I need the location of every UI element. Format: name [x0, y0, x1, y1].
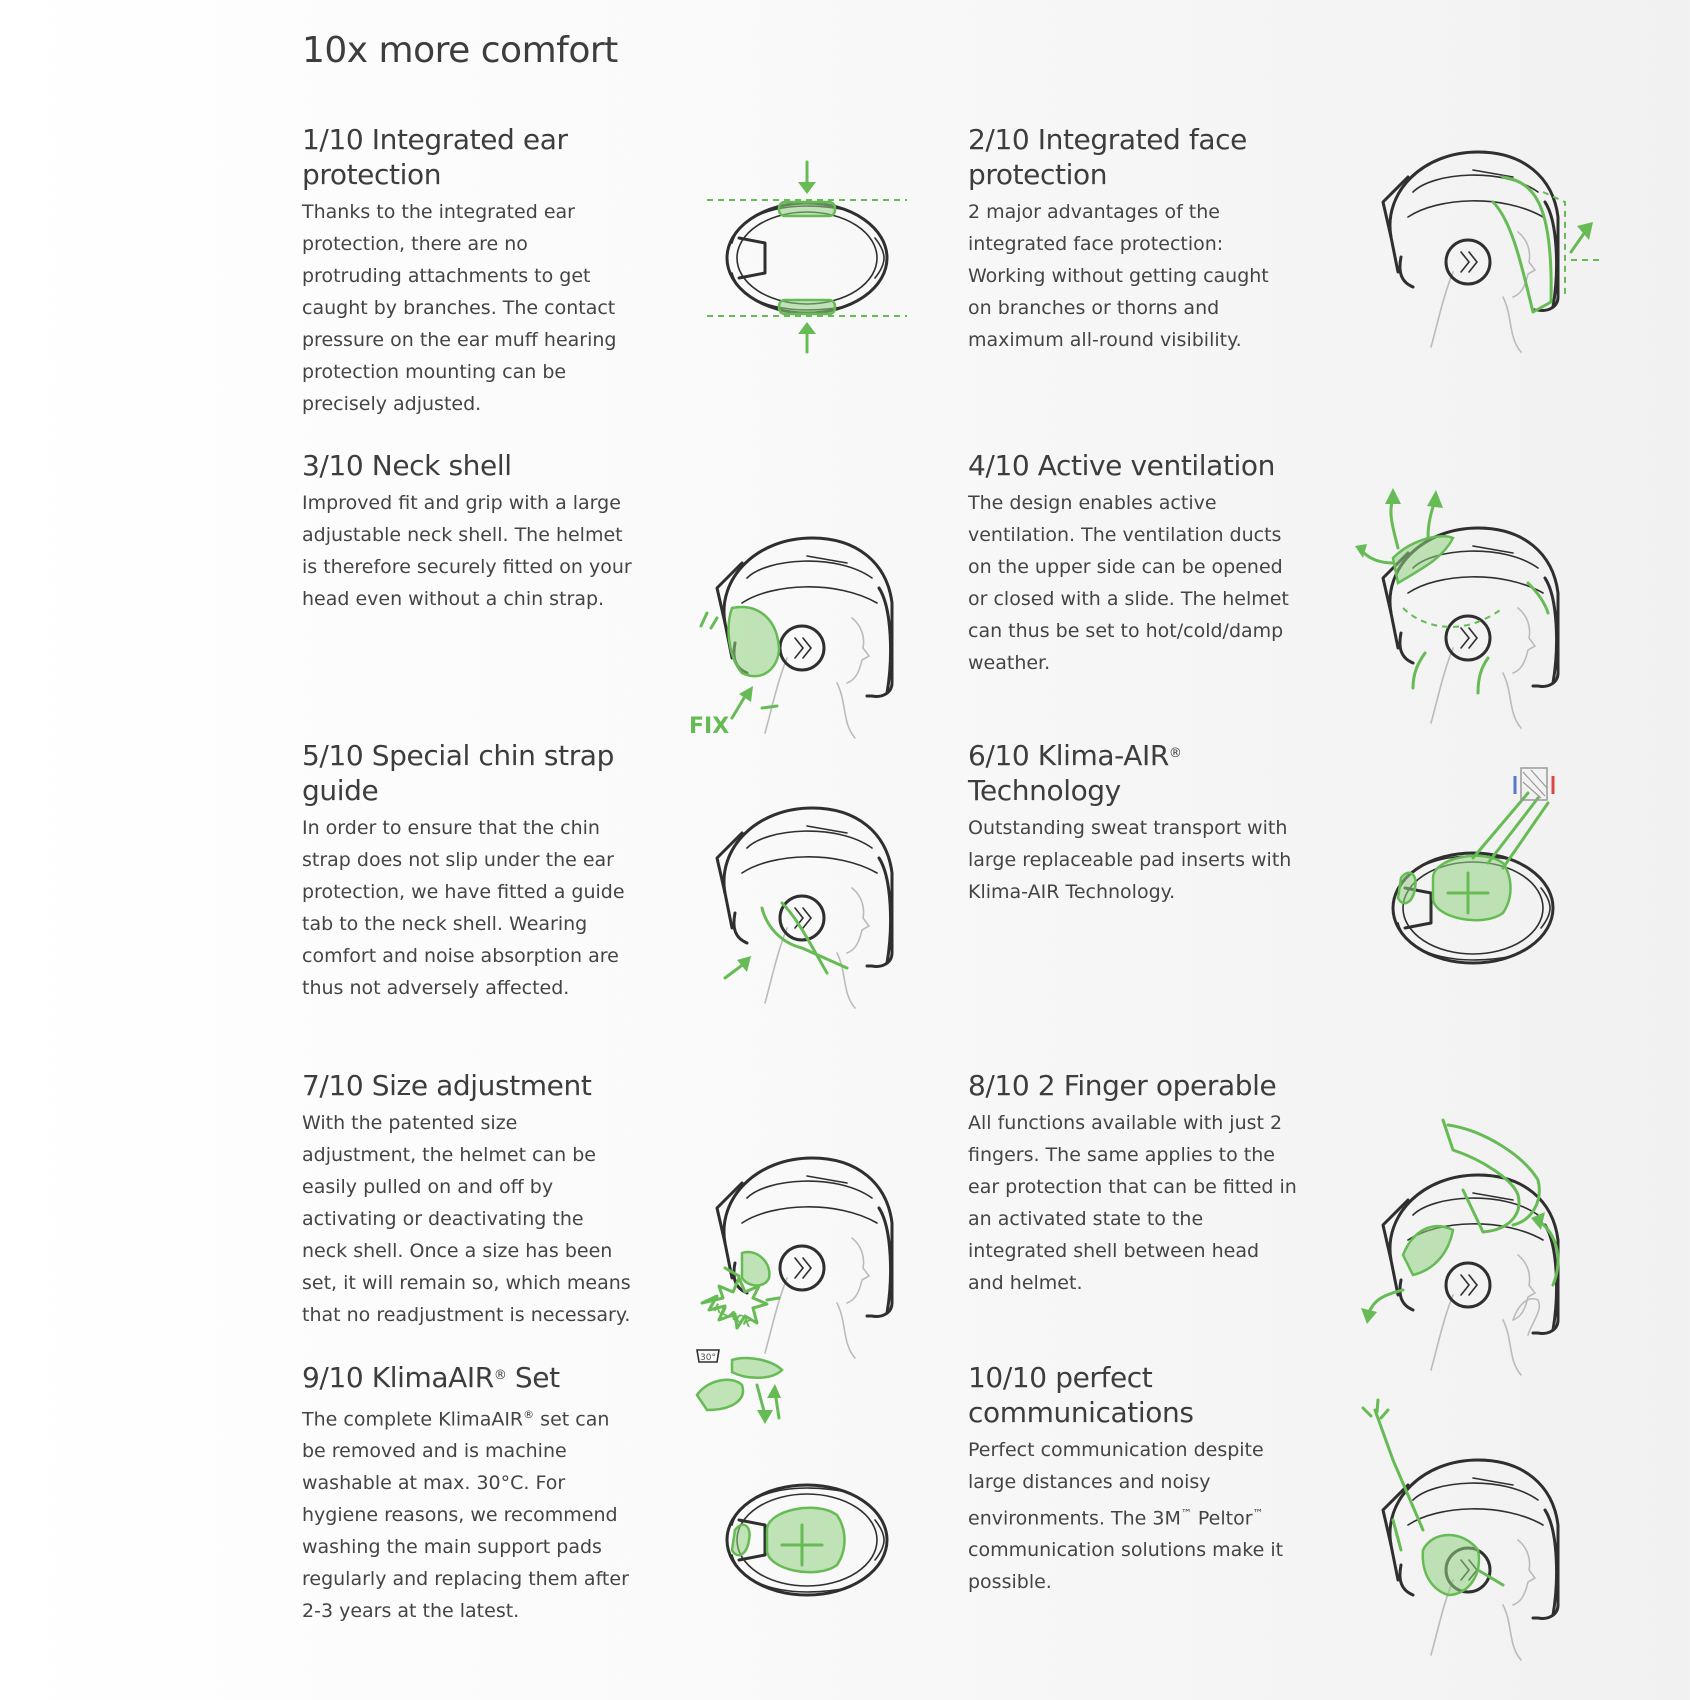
feature-8-two-finger-operable: [968, 1068, 1690, 1408]
fix-label: FIX: [689, 714, 730, 739]
feature-title: [968, 738, 1298, 808]
klack-label: KLACK: [711, 1301, 754, 1331]
feature-description: All functions available with just 2 fingers. The same applies to the ear protection that can be fitted in an activated state to the integrated shell between head and helmet.: [968, 1112, 1297, 1294]
helmet-communication-icon: [1353, 1400, 1593, 1640]
feature-description: Improved fit and grip with a large adjustable neck shell. The helmet is therefore securely fitted on your head even without a chin strap.: [302, 492, 632, 610]
feature-title: 3/10 Neck shell: [302, 449, 512, 482]
feature-title: [302, 1360, 632, 1395]
trademark-mark: ™: [1252, 1507, 1264, 1520]
feature-title: 7/10 Size adjustment: [302, 1069, 592, 1102]
feature-description: 2 major advantages of the integrated face protection: Working without getting caught on branches or thorns and maximum all-round visibility.: [968, 201, 1269, 351]
feature-description: [302, 1399, 632, 1627]
helmet-two-finger-icon: [1353, 1120, 1593, 1360]
feature-description: The design enables active ventilation. The ventilation ducts on the upper side can be opened or closed with a slide. The helmet can thus be set to hot/cold/damp weather.: [968, 492, 1289, 674]
helmet-washable-set-icon: [687, 1340, 927, 1580]
feature-description: With the patented size adjustment, the helmet can be easily pulled on and off by activating or deactivating the neck shell. Once a size has been set, it will remain so, which means that no readjustment is necessary.: [302, 1112, 631, 1326]
feature-title: 2/10 Integrated face protection: [968, 123, 1247, 191]
body-part: Perfect communication despite large distances and noisy environments. The 3M: [968, 1439, 1264, 1530]
page-title: 10x more comfort: [302, 30, 618, 71]
helmet-chin-strap-icon: [687, 778, 927, 1018]
body-part: communication solutions make it possible.: [968, 1539, 1284, 1594]
feature-2-face-protection: [968, 122, 1690, 462]
registered-mark: ®: [523, 1408, 535, 1421]
feature-title: 10/10 perfect communications: [968, 1361, 1194, 1429]
feature-title: 1/10 Integrated ear protection: [302, 123, 568, 191]
feature-description: [968, 1434, 1298, 1598]
trademark-mark: ™: [1180, 1507, 1192, 1520]
registered-mark: ®: [1168, 746, 1182, 761]
wash-temperature-label: 30°: [700, 1353, 716, 1363]
helmet-top-view-icon: [687, 152, 927, 392]
feature-description: Thanks to the integrated ear protection, there are no protruding attachments to get caught by branches. The contact pressure on the ear muff hearing protection mounting can be precisely adjusted.: [302, 201, 617, 415]
feature-10-communications: [968, 1360, 1690, 1700]
body-part: The complete KlimaAIR: [302, 1408, 524, 1431]
body-part: set can be removed and is machine washable at max. 30°C. For hygiene reasons, we recommend washing the main support pads regularly and replacing them after 2-3 years at the latest.: [302, 1408, 629, 1623]
title-rest: Technology: [968, 774, 1121, 807]
helmet-size-adjust-icon: [687, 1128, 927, 1368]
helmet-klima-air-icon: [1353, 738, 1593, 978]
feature-title: 8/10 2 Finger operable: [968, 1069, 1277, 1102]
feature-title: 4/10 Active ventilation: [968, 449, 1275, 482]
feature-description: Outstanding sweat transport with large replaceable pad inserts with Klima-AIR Technology.: [968, 817, 1292, 903]
helmet-neck-shell-icon: [687, 508, 927, 748]
helmet-face-shield-icon: [1353, 122, 1593, 362]
body-part: Peltor: [1191, 1507, 1253, 1530]
helmet-ventilation-icon: [1353, 488, 1593, 728]
feature-6-klima-air: [968, 738, 1690, 1078]
feature-4-active-ventilation: [968, 448, 1690, 788]
title-main: 9/10 KlimaAIR: [302, 1361, 494, 1394]
title-main: 6/10 Klima-AIR: [968, 739, 1169, 772]
feature-description: In order to ensure that the chin strap does not slip under the ear protection, we have fitted a guide tab to the neck shell. Wearing comfort and noise absorption are thus not adversely affected.: [302, 817, 625, 999]
feature-title: 5/10 Special chin strap guide: [302, 739, 614, 807]
registered-mark: ®: [493, 1368, 507, 1383]
title-rest: Set: [506, 1361, 560, 1394]
